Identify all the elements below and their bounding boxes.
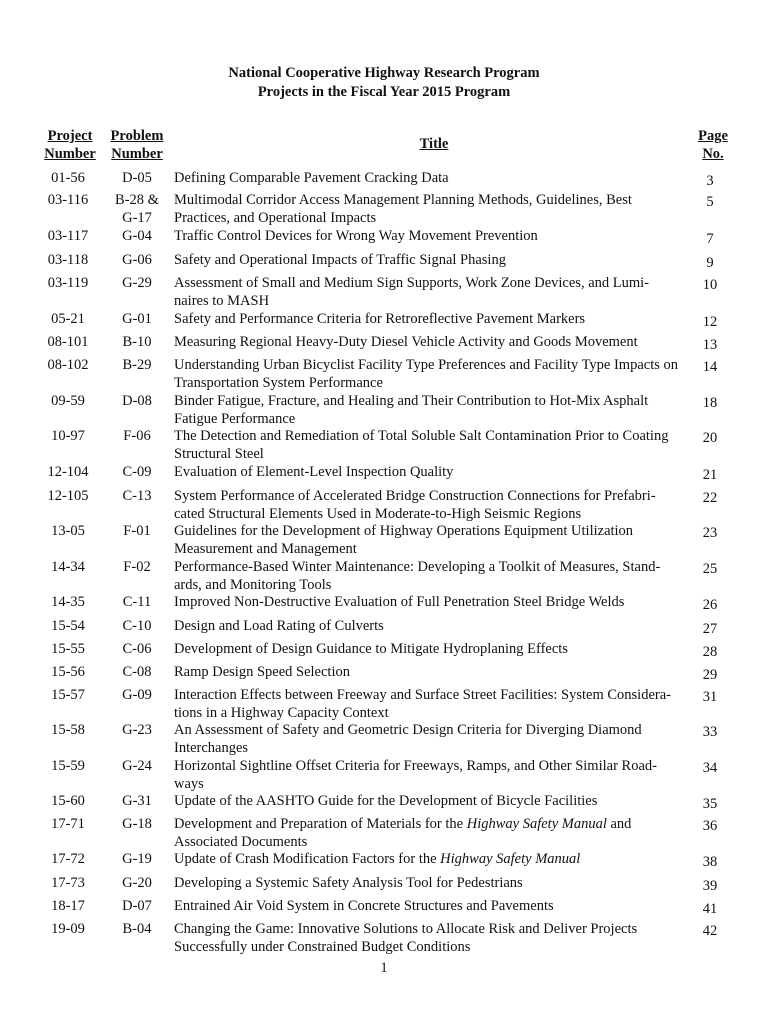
table-row xyxy=(0,488,730,523)
column-header-page-line1: Page xyxy=(698,128,728,144)
title-cell: The Detection and Remediation of Total Soluble Salt Contamination Prior to Coating Structural Steel xyxy=(174,428,669,462)
problem-number-cell: C-10 xyxy=(122,618,152,634)
table-row xyxy=(0,851,730,872)
problem-number-cell: G-18 xyxy=(122,816,152,832)
page-number-cell: 12 xyxy=(702,314,718,330)
title-cell: Design and Load Rating of Culverts xyxy=(174,618,384,634)
problem-number-cell: G-31 xyxy=(122,793,152,809)
project-number-cell: 17-72 xyxy=(51,851,85,867)
title-cell: Traffic Control Devices for Wrong Way Movement Prevention xyxy=(174,228,538,244)
table-row xyxy=(0,641,730,662)
title-cell: Multimodal Corridor Access Management Planning Methods, Guidelines, Best Practices, and Operational Impacts xyxy=(174,192,632,226)
project-number-cell: 14-35 xyxy=(51,594,85,610)
table-row xyxy=(0,758,730,793)
problem-number-cell: F-06 xyxy=(123,428,151,444)
column-header-title: Title xyxy=(419,136,449,152)
problem-number-cell: F-01 xyxy=(123,523,151,539)
problem-number-cell: G-24 xyxy=(122,758,152,774)
title-cell: Interaction Effects between Freeway and Surface Street Facilities: System Considera- tions in a Highway Capacity Context xyxy=(174,687,671,721)
projects-table xyxy=(0,170,768,970)
project-number-cell: 09-59 xyxy=(51,393,85,409)
problem-number-cell: G-20 xyxy=(122,875,152,891)
page-number-cell: 26 xyxy=(702,597,718,613)
table-row xyxy=(0,664,730,685)
page-number-cell: 34 xyxy=(702,760,718,776)
page-number-cell: 36 xyxy=(702,818,718,834)
project-number-cell: 19-09 xyxy=(51,921,85,937)
project-number-cell: 08-102 xyxy=(47,357,89,373)
problem-number-cell: F-02 xyxy=(123,559,151,575)
title-cell: Safety and Performance Criteria for Retroreflective Pavement Markers xyxy=(174,311,586,327)
page-number-cell: 20 xyxy=(702,430,718,446)
page-number-cell: 23 xyxy=(702,525,718,541)
table-row xyxy=(0,898,730,919)
table-row xyxy=(0,722,730,757)
page-number-cell: 39 xyxy=(702,878,718,894)
heading-line-2: Projects in the Fiscal Year 2015 Program xyxy=(257,84,511,100)
project-number-cell: 01-56 xyxy=(51,170,85,186)
problem-number-cell: D-07 xyxy=(122,898,152,914)
project-number-cell: 12-104 xyxy=(47,464,89,480)
problem-number-cell: B-10 xyxy=(122,334,152,350)
title-cell xyxy=(174,851,686,872)
project-number-cell: 18-17 xyxy=(51,898,85,914)
title-italic-text: Highway Safety Manual xyxy=(466,816,607,832)
page-number-cell: 22 xyxy=(702,490,718,506)
title-cell: Safety and Operational Impacts of Traffic Signal Phasing xyxy=(174,252,506,268)
page-number-cell: 21 xyxy=(702,467,718,483)
project-number-cell: 12-105 xyxy=(47,488,89,504)
project-number-cell: 08-101 xyxy=(47,334,89,350)
project-number-cell: 15-58 xyxy=(51,722,85,738)
project-number-cell: 15-54 xyxy=(51,618,85,634)
table-row xyxy=(0,428,730,463)
title-text: Update of Crash Modification Factors for the xyxy=(174,851,441,867)
title-cell: Performance-Based Winter Maintenance: Developing a Toolkit of Measures, Stand- ards, and Monitoring Tools xyxy=(174,559,661,593)
title-cell: Binder Fatigue, Fracture, and Healing and Their Contribution to Hot-Mix Asphalt Fatigue Performance xyxy=(174,393,649,427)
project-number-cell: 15-56 xyxy=(51,664,85,680)
page-number-cell: 33 xyxy=(702,724,718,740)
project-number-cell: 15-55 xyxy=(51,641,85,657)
table-row xyxy=(0,816,730,851)
page-number-cell: 29 xyxy=(702,667,718,683)
table-row xyxy=(0,311,730,332)
title-cell: System Performance of Accelerated Bridge Construction Connections for Prefabri- cated Structural Elements Used in Moderate-to-High Seismic Regions xyxy=(174,488,656,522)
column-header-project-number xyxy=(38,127,102,163)
column-header-project-line1: Project xyxy=(47,128,93,144)
project-number-cell: 17-73 xyxy=(51,875,85,891)
project-number-cell: 05-21 xyxy=(51,311,85,327)
page-number-cell: 35 xyxy=(702,796,718,812)
title-cell: Ramp Design Speed Selection xyxy=(174,664,350,680)
title-cell: Improved Non-Destructive Evaluation of Full Penetration Steel Bridge Welds xyxy=(174,594,625,610)
title-cell: Defining Comparable Pavement Cracking Data xyxy=(174,170,449,186)
problem-number-cell: B-04 xyxy=(122,921,152,937)
table-row xyxy=(0,170,730,191)
problem-number-cell: C-06 xyxy=(122,641,152,657)
table-row xyxy=(0,192,730,227)
project-number-cell: 14-34 xyxy=(51,559,85,575)
title-text: and Associated Documents xyxy=(174,816,632,850)
table-row xyxy=(0,921,730,956)
table-row xyxy=(0,228,730,249)
table-row xyxy=(0,559,730,594)
problem-number-cell: B-29 xyxy=(122,357,152,373)
table-row xyxy=(0,393,730,428)
title-cell: Changing the Game: Innovative Solutions to Allocate Risk and Deliver Projects Successfully under Constrained Budget Conditions xyxy=(174,921,638,955)
page-number-cell: 38 xyxy=(702,854,718,870)
project-number-cell: 15-57 xyxy=(51,687,85,703)
title-cell: Development of Design Guidance to Mitigate Hydroplaning Effects xyxy=(174,641,568,657)
table-row xyxy=(0,594,730,615)
title-cell xyxy=(174,816,686,851)
table-row xyxy=(0,875,730,896)
problem-number-cell: D-08 xyxy=(122,393,152,409)
project-number-cell: 15-59 xyxy=(51,758,85,774)
table-row xyxy=(0,252,730,273)
project-number-cell: 13-05 xyxy=(51,523,85,539)
title-cell: Measuring Regional Heavy-Duty Diesel Vehicle Activity and Goods Movement xyxy=(174,334,638,350)
problem-number-cell: D-05 xyxy=(122,170,152,186)
problem-number-cell: C-09 xyxy=(122,464,152,480)
title-cell: Evaluation of Element-Level Inspection Quality xyxy=(174,464,454,480)
title-cell: Entrained Air Void System in Concrete Structures and Pavements xyxy=(174,898,554,914)
title-cell: Update of the AASHTO Guide for the Development of Bicycle Facilities xyxy=(174,793,598,809)
column-header-project-line2: Number xyxy=(44,146,96,162)
problem-number-cell: G-04 xyxy=(122,228,152,244)
problem-number-cell: C-11 xyxy=(122,594,152,610)
title-text: Development and Preparation of Materials for the xyxy=(174,816,467,832)
column-header-page-no xyxy=(690,127,736,163)
column-header-problem-line1: Problem xyxy=(110,128,164,144)
problem-number-cell: G-19 xyxy=(122,851,152,867)
project-number-cell: 15-60 xyxy=(51,793,85,809)
project-number-cell: 17-71 xyxy=(51,816,85,832)
table-row xyxy=(0,687,730,722)
document-heading xyxy=(0,64,768,102)
page-number-cell: 5 xyxy=(706,194,714,210)
project-number-cell: 03-118 xyxy=(47,252,89,268)
table-row xyxy=(0,357,730,392)
title-cell: Developing a Systemic Safety Analysis Tool for Pedestrians xyxy=(174,875,523,891)
page-number-cell: 9 xyxy=(706,255,714,271)
project-number-cell: 03-117 xyxy=(47,228,89,244)
page-number: 1 xyxy=(380,960,388,976)
problem-number-cell: G-23 xyxy=(122,722,152,738)
page-number-cell: 31 xyxy=(702,689,718,705)
page-number-cell: 14 xyxy=(702,359,718,375)
title-italic-text: Highway Safety Manual xyxy=(440,851,581,867)
page-number-cell: 25 xyxy=(702,561,718,577)
page-number-cell: 7 xyxy=(706,231,714,247)
table-row xyxy=(0,618,730,639)
column-header-page-line2: No. xyxy=(702,146,724,162)
problem-number-cell: G-09 xyxy=(122,687,152,703)
page-number-cell: 3 xyxy=(706,173,714,189)
problem-number-cell: G-06 xyxy=(122,252,152,268)
table-row xyxy=(0,464,730,485)
table-row xyxy=(0,523,730,558)
column-header-problem-number xyxy=(104,127,170,163)
title-cell: Guidelines for the Development of Highway Operations Equipment Utilization Measurement and Management xyxy=(174,523,634,557)
table-row xyxy=(0,793,730,814)
table-row xyxy=(0,275,730,310)
page-number-cell: 27 xyxy=(702,621,718,637)
column-header-problem-line2: Number xyxy=(111,146,163,162)
problem-number-cell: G-29 xyxy=(122,275,152,291)
page-number-cell: 13 xyxy=(702,337,718,353)
problem-number-cell: C-08 xyxy=(122,664,152,680)
page-number-cell: 42 xyxy=(702,923,718,939)
table-row xyxy=(0,334,730,355)
page-number-cell: 18 xyxy=(702,395,718,411)
title-cell: Assessment of Small and Medium Sign Supports, Work Zone Devices, and Lumi- naires to MASH xyxy=(174,275,650,309)
title-cell: Understanding Urban Bicyclist Facility Type Preferences and Facility Type Impacts on Transportation System Performance xyxy=(174,357,679,391)
problem-number-cell: C-13 xyxy=(122,488,152,504)
heading-line-1: National Cooperative Highway Research Program xyxy=(228,65,540,81)
title-cell: An Assessment of Safety and Geometric Design Criteria for Diverging Diamond Interchanges xyxy=(174,722,642,756)
project-number-cell: 03-116 xyxy=(47,192,89,208)
page-number-cell: 41 xyxy=(702,901,718,917)
title-cell: Horizontal Sightline Offset Criteria for Freeways, Ramps, and Other Similar Road- ways xyxy=(174,758,657,792)
page-number-cell: 10 xyxy=(702,277,718,293)
problem-number-cell: G-01 xyxy=(122,311,152,327)
project-number-cell: 10-97 xyxy=(51,428,85,444)
problem-number-cell: B-28 & G-17 xyxy=(115,192,159,226)
page-number-cell: 28 xyxy=(702,644,718,660)
project-number-cell: 03-119 xyxy=(47,275,89,291)
